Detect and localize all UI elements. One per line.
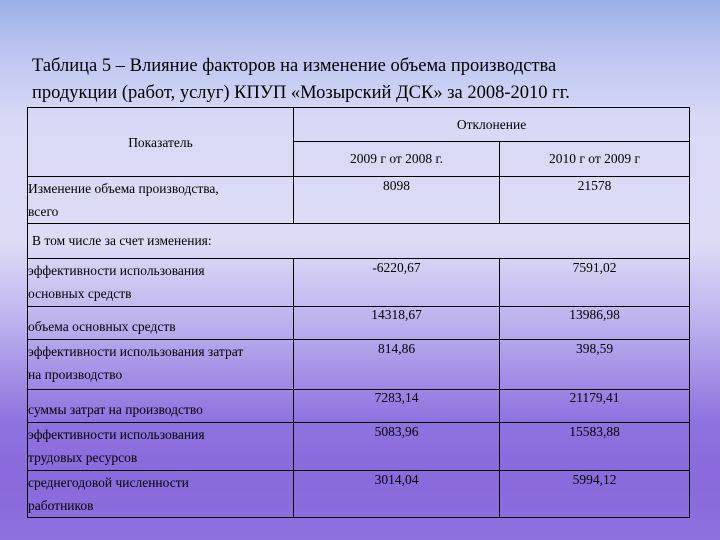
row-label-line-1: Изменение объема производства, <box>28 181 219 196</box>
value-2010: 7591,02 <box>500 259 690 307</box>
table-row <box>28 390 690 423</box>
section-row <box>28 224 690 259</box>
value-2010: 13986,98 <box>500 307 690 340</box>
value-2010: 5994,12 <box>500 471 690 518</box>
title-line-1: Таблица 5 – Влияние факторов на изменение объема производства <box>32 56 557 76</box>
value-2009: 3014,04 <box>294 471 500 518</box>
header-col-2010: 2010 г от 2009 г <box>500 142 690 177</box>
row-label <box>28 259 294 307</box>
table-row <box>28 177 690 224</box>
value-2009: -6220,67 <box>294 259 500 307</box>
header-deviation: Отклонение <box>294 108 690 142</box>
value-2009: 814,86 <box>294 340 500 390</box>
row-label-line-1: эффективности использования <box>28 427 205 442</box>
row-label <box>28 177 294 224</box>
row-label-line-2: работников <box>28 498 94 513</box>
value-2010: 21179,41 <box>500 390 690 423</box>
row-label-line-2: основных средств <box>28 286 132 301</box>
row-label <box>28 340 294 390</box>
row-label-line-2: трудовых ресурсов <box>28 450 138 465</box>
header-indicator: Показатель <box>28 108 294 177</box>
value-2009: 14318,67 <box>294 307 500 340</box>
title-line-2: продукции (работ, услуг) КПУП «Мозырский ДСК» за 2008-2010 гг. <box>32 83 570 103</box>
row-label-line-1: суммы затрат на производство <box>28 402 203 417</box>
table-row <box>28 340 690 390</box>
row-label-line-2: на производство <box>28 367 123 382</box>
header-row-1 <box>28 108 690 142</box>
row-label <box>28 390 294 423</box>
header-col-2009: 2009 г от 2008 г. <box>294 142 500 177</box>
table-row <box>28 471 690 518</box>
value-2010: 21578 <box>500 177 690 224</box>
table-row <box>28 423 690 471</box>
value-2009: 8098 <box>294 177 500 224</box>
value-2010: 15583,88 <box>500 423 690 471</box>
table-title <box>32 53 692 107</box>
row-label-line-1: объема основных средств <box>28 319 176 334</box>
value-2010: 398,59 <box>500 340 690 390</box>
row-label-line-1: эффективности использования <box>28 263 205 278</box>
value-2009: 5083,96 <box>294 423 500 471</box>
row-label-line-1: среднегодовой численности <box>28 475 189 490</box>
row-label-line-1: эффективности использования затрат <box>28 344 244 359</box>
table-row <box>28 259 690 307</box>
row-label <box>28 307 294 340</box>
table-row <box>28 307 690 340</box>
section-label: В том числе за счет изменения: <box>28 224 690 259</box>
row-label <box>28 471 294 518</box>
row-label-line-2: всего <box>28 204 59 219</box>
row-label <box>28 423 294 471</box>
value-2009: 7283,14 <box>294 390 500 423</box>
data-table <box>27 107 690 518</box>
